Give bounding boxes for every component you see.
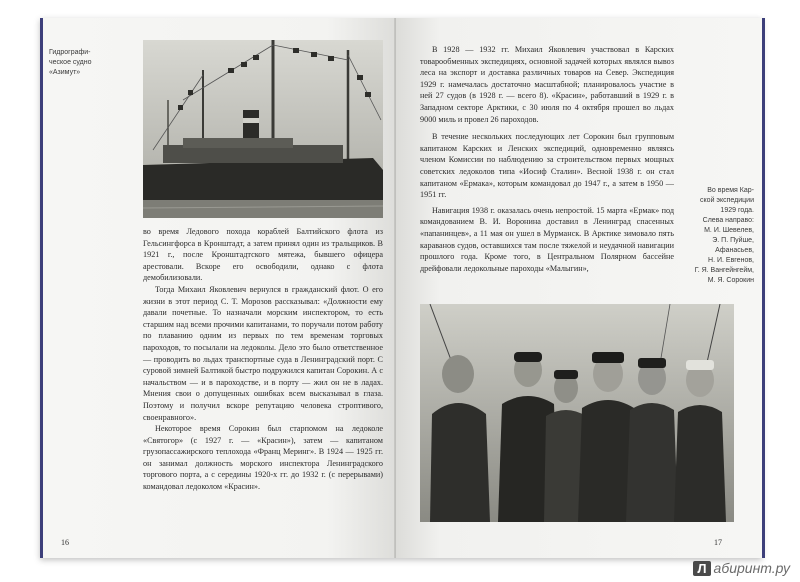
group-photo-caption: Во время Кар- ской экспедиции 1929 года. Слева направо: М. И. Шевелев, Э. П. Пуйше, Афанасьев, Н. И. Евгенов, Г. Я. Вангейнгейм, М. Я. Сорокин bbox=[694, 187, 754, 284]
labirint-watermark bbox=[693, 560, 790, 576]
paragraph: В 1928 — 1932 гг. Михаил Яковлевич участвовал в Карских товарообменных экспедициях, основной задачей которых являлся вывоз леса на экспорт и доставка различных товаров на Север. Экспедиция 1929 г. намечалась достаточно масштабной; планировалось участие в ней 27 судов (в 1928 г. — всего 8). «Красин», работавший в 1929 г. в Западном секторе Арктики, с 30 июля по 4 октября прошел во льдах 9000 миль и провел 26 пароходов. bbox=[420, 45, 674, 124]
page-number-right: 17 bbox=[714, 538, 722, 547]
group-illustration bbox=[420, 304, 734, 522]
labirint-logo-icon: Л bbox=[693, 561, 710, 576]
paragraph: Некоторое время Сорокин был старпомом на ледоколе «Святогор» (с 1927 г. — «Красин»), затем — капитаном грузопассажирского теплохода «Франц Меринг». В 1924 — 1925 гг. он занимал должность морского инспектора Ленинградского торгового порта, а с середины 1920-х гг. до 1932 г. (с перерывами) командовал ледоколом «Красин». bbox=[143, 424, 383, 492]
group-photo bbox=[420, 304, 734, 522]
right-page bbox=[396, 18, 765, 558]
watermark-text: абиринт.ру bbox=[713, 560, 790, 576]
ship-illustration bbox=[143, 40, 383, 218]
book-spread bbox=[40, 18, 762, 558]
paragraph: Тогда Михаил Яковлевич вернулся в гражданский флот. О его жизни в этот период С. Т. Морозов рассказывал: «Должности ему давали почетные. То назначали морским инспектором, то есть старшим над всеми прочими капитанами, то поручали потом работу по плаванию одним из первых по тем временам торговых пароходов, то посылали на ледоколы. Дело это было ответственное — проводить во льдах транспортные суда в Ленинградский порт. С суровой зимней Балтикой быстро подружился капитан Сорокин. А с начальством — и в пароходстве, и в порту — жил он не в ладах. Мнения свои о допущенных ошибках всем высказывал в глаза. Поэтому и получил вскоре репутацию человека строптивого, своенравного». bbox=[143, 284, 383, 422]
right-page-text bbox=[420, 44, 674, 274]
page-number-left: 16 bbox=[61, 538, 69, 547]
left-page-text bbox=[143, 226, 383, 493]
paragraph: В течение нескольких последующих лет Сорокин был групповым капитаном Карских и Ленских экспедиций, одновременно являясь членом Комиссии по наблюдению за строительством первых мощных советских ледоколов типа «Иосиф Сталин». Весной 1938 г. он стал капитаном «Ермака», которым командовал до 1947 г., а затем в 1950 — 1951 гг. bbox=[420, 132, 674, 200]
left-page bbox=[40, 18, 399, 558]
ship-photo-caption: Гидрографи- ческое судно «Азимут» bbox=[49, 49, 92, 76]
paragraph: Навигация 1938 г. оказалась очень непростой. 15 марта «Ермак» под командованием В. И. Воронина доставил в Ленинград спасенных «папанинцев», а 11 мая он ушел в Мурманск. В Арктике зимовало пять караванов судов, оставшихся там после тяжелой и неудачной навигации прошлого года. Кроме того, в Центральном Полярном бассейне дрейфовали ледокольные пароходы «Малыгин», bbox=[420, 205, 674, 273]
ship-photo bbox=[143, 40, 383, 218]
paragraph: во время Ледового похода кораблей Балтийского флота из Гельсингфорса в Кронштадт, а затем принял один из тральщиков. В 1921 г., после Кронштадтского мятежа, бывшего офицера арестовали. Вскоре его освободили, однако с флота демобилизовали. bbox=[143, 227, 383, 283]
